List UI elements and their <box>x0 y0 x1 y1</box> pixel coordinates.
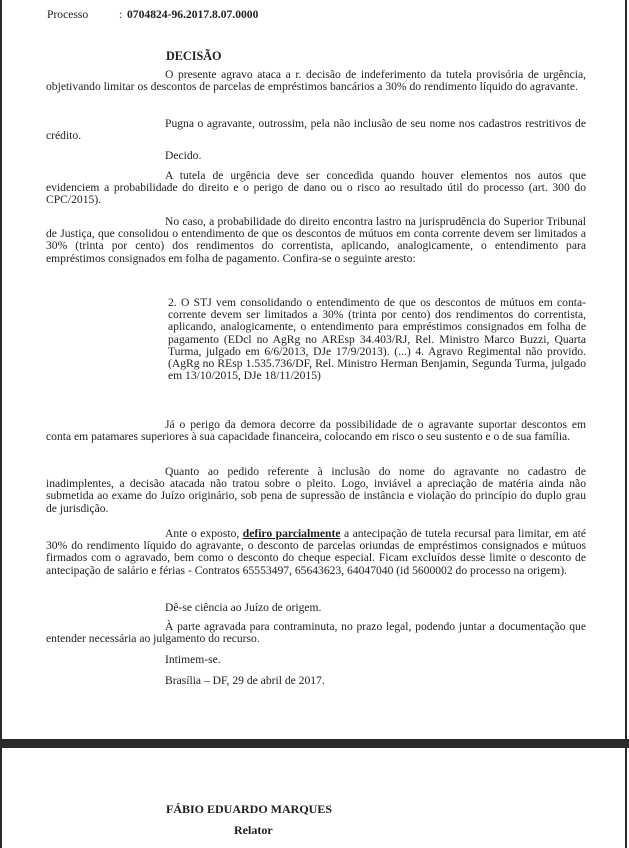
paragraph-5: No caso, a probabilidade do direito encontra lastro na jurisprudência do Superior Tribunal de Justiça, que consolidou o entendimento de que os descontos de mútuos em conta corrente devem ser limitados a 30% (trinta por cento) dos rendimentos do correntista, aplicando, analogicamente, o entendimento para empréstimos consignados em folha de pagamento. Confira-se o seguinte aresto: <box>46 215 586 265</box>
paragraph-8-lead: Ante o exposto, <box>165 527 243 540</box>
paragraph-3: Decido. <box>165 149 202 162</box>
paragraph-8-rest: a antecipação de tutela recursal para limitar, em até 30% do rendimento líquido do agravante, o desconto de parcelas oriundas de empréstimos consignados e mútuos firmados com o agravado, bem como o desconto do cheque especial. Ficam excluídos desse limite o desconto de antecipação de salário e férias - Contratos 65553497, 65643623, 64047040 (id 5600002 do processo na origem). <box>46 527 586 577</box>
paragraph-10: À parte agravada para contraminuta, no prazo legal, podendo juntar a documentação que entender necessária ao julgamento do recurso. <box>46 620 586 646</box>
document-page-2 <box>0 748 627 848</box>
paragraph-4: A tutela de urgência deve ser concedida quando houver elementos nos autos que evidenciem a probabilidade do direito e o perigo de dano ou o risco ao resultado útil do processo (art. 300 do CPC/2015). <box>46 169 586 207</box>
paragraph-9: Dê-se ciência ao Juízo de origem. <box>165 601 322 614</box>
page-separator <box>0 739 629 748</box>
process-number: 0704824-96.2017.8.07.0000 <box>127 8 259 21</box>
decision-title: DECISÃO <box>166 49 222 63</box>
jurisprudence-quote: 2. O STJ vem consolidando o entendimento de que os descontos de mútuos em conta-corrente devem ser limitados a 30% (trinta por cento) dos rendimentos do correntista, aplicando, analogicamente, o entendimento para empréstimos consignados em folha de pagamento (EDcl no AgRg no AREsp 34.403/RJ, Rel. Ministro Marco Buzzi, Quarta Turma, julgado em 6/6/2013, DJe 17/9/2013). (...) 4. Agravo Regimental não provido. (AgRg no REsp 1.535.736/DF, Rel. Ministro Herman Benjamin, Segunda Turma, julgado em 13/10/2015, DJe 18/11/2015) <box>168 296 586 383</box>
paragraph-2: Pugna o agravante, outrossim, pela não inclusão de seu nome nos cadastros restritivos de crédito. <box>46 117 586 143</box>
paragraph-1: O presente agravo ataca a r. decisão de indeferimento da tutela provisória de urgência, objetivando limitar os descontos de parcelas de empréstimos bancários a 30% do rendimento líquido do agravante. <box>46 68 586 94</box>
place-date: Brasília – DF, 29 de abril de 2017. <box>165 674 325 687</box>
granted-emphasis: defiro parcialmente <box>242 527 341 540</box>
paragraph-8 <box>46 528 586 577</box>
signature-role: Relator <box>234 823 273 837</box>
signature-name: FÁBIO EDUARDO MARQUES <box>166 802 333 816</box>
paragraph-11: Intimem-se. <box>165 653 221 666</box>
process-separator: : <box>119 8 123 21</box>
paragraph-6: Já o perigo da demora decorre da possibilidade de o agravante suportar descontos em conta em patamares superiores à sua capacidade financeira, colocando em risco o seu sustento e o de sua família. <box>46 418 586 444</box>
process-label: Processo <box>47 8 89 21</box>
paragraph-7: Quanto ao pedido referente à inclusão do nome do agravante no cadastro de inadimplentes, a decisão atacada não tratou sobre o pleito. Logo, inviável a apreciação de matéria ainda não submetida ao exame do Juízo originário, sob pena de supressão de instância e violação do princípio do duplo grau de jurisdição. <box>46 465 586 515</box>
